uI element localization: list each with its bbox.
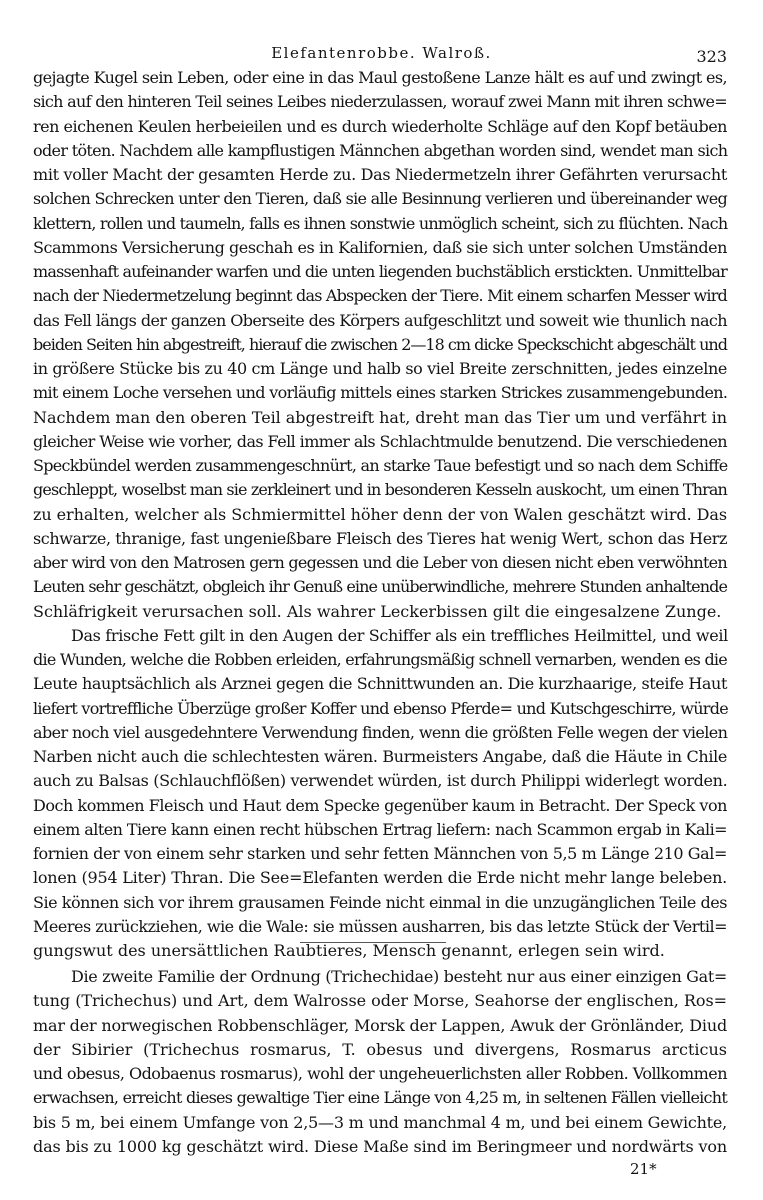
text-line: tung (Trichechus) und Art, dem Walrosse oder Morse, Seahorse der englischen, Ros=: [33, 991, 727, 1011]
text-line: Sie können sich vor ihrem grausamen Feinde nicht einmal in die unzugänglichen Teile des: [33, 892, 728, 912]
paragraph-elephant-seal-hunt: [33, 66, 727, 624]
text-line: aber wird von den Matrosen gern gegessen und die Leber von diesen nicht eben verwöhnten: [33, 553, 728, 572]
text-line: geschleppt, woselbst man sie zerkleinert und in besonderen Kesseln auskocht, um einen Thran: [33, 480, 728, 500]
paragraph-uses-of-fat-and-hide: [33, 624, 727, 964]
text-line: das Fell längs der ganzen Oberseite des Körpers aufgeschlitzt und soweit wie thunlich nach: [33, 310, 728, 330]
text-line: bis 5 m, bei einem Umfange von 2,5—3 m und manchmal 4 m, und bei einem Gewichte,: [33, 1112, 727, 1132]
text-line: der Sibirier (Trichechus rosmarus, T. obesus und divergens, Rosmarus arcticus: [33, 1039, 727, 1059]
text-line: Leute hauptsächlich als Arznei gegen die Schnittwunden an. Die kurzhaarige, steife Haut: [33, 674, 728, 694]
text-line: sich auf den hinteren Teil seines Leibes niederzulassen, worauf zwei Mann mit ihren schwe=: [33, 92, 727, 112]
paragraph-walrus-family: [33, 965, 727, 1159]
text-line: beiden Seiten hin abgestreift, hierauf die zwischen 2—18 cm dicke Speckschicht abgeschält und: [33, 334, 727, 354]
text-line: erwachsen, erreicht dieses gewaltige Tier eine Länge von 4,25 m, in seltenen Fällen vielleicht: [33, 1088, 728, 1108]
text-line: Das frische Fett gilt in den Augen der Schiffer als ein treffliches Heilmittel, und weil: [71, 625, 728, 645]
text-line: zu erhalten, welcher als Schmiermittel höher denn der von Walen geschätzt wird. Das: [33, 504, 727, 524]
signature-mark: 21*: [630, 1160, 657, 1178]
text-line: lonen (954 Liter) Thran. Die See=Elefanten werden die Erde nicht mehr lange beleben.: [33, 868, 728, 888]
section-divider: [300, 942, 446, 943]
text-line: Narben nicht auch die schlechtesten wären. Burmeisters Angabe, daß die Häute in Chile: [33, 747, 727, 766]
text-line: Leuten sehr geschätzt, obgleich ihr Genuß eine unüberwindliche, mehrere Stunden anhaltende: [33, 577, 728, 597]
text-line: mit voller Macht der gesamten Herde zu. Das Niedermetzeln ihrer Gefährten verursacht: [33, 165, 728, 184]
text-line: oder töten. Nachdem alle kampflustigen Männchen abgethan worden sind, wendet man sich: [33, 140, 728, 160]
text-line: Die zweite Familie der Ordnung (Trichechidae) besteht nur aus einer einzigen Gat=: [71, 967, 728, 986]
text-line: ren eichenen Keulen herbeieilen und es durch wiederholte Schläge auf den Kopf betäuben: [33, 116, 728, 136]
text-line: mit einem Loche versehen und vorläufig mittels eines starken Strickes zusammengebunden.: [33, 383, 728, 403]
text-line: aber noch viel ausgedehntere Verwendung finden, wenn die größten Felle wegen der vielen: [33, 722, 728, 742]
text-line: gejagte Kugel sein Leben, oder eine in das Maul gestoßene Lanze hält es auf und zwingt es,: [33, 68, 727, 87]
text-line: einem alten Tiere kann einen recht hübschen Ertrag liefern: nach Scammon ergab in Kali=: [33, 819, 727, 839]
text-block-lower: [33, 965, 727, 1159]
text-line: Scammons Versicherung geschah es in Kalifornien, daß sie sich unter solchen Umständen: [33, 237, 727, 257]
text-line: klettern, rollen und taumeln, falls es ihnen sonstwie unmöglich scheint, sich zu flüchten. Nach: [33, 213, 728, 233]
text-line: nach der Niedermetzelung beginnt das Abspecken der Tiere. Mit einem scharfen Messer wird: [33, 286, 727, 306]
text-line: schwarze, thranige, fast ungenießbare Fleisch des Tieres hat wenig Wert, schon das Herz: [33, 528, 728, 548]
text-line: Speckbündel werden zusammengeschnürt, an starke Taue befestigt und so nach dem Schiffe: [33, 456, 728, 475]
text-line: gleicher Weise wie vorher, das Fell immer als Schlachtmulde benutzend. Die verschiedenen: [33, 431, 728, 451]
text-line: massenhaft aufeinander warfen und die unten liegenden buchstäblich erstickten. Unmittelbar: [33, 262, 728, 281]
text-line: Meeres zurückziehen, wie die Wale: sie müssen ausharren, bis das letzte Stück der Vertil=: [33, 916, 727, 936]
text-line: mar der norwegischen Robbenschläger, Morsk der Lappen, Awuk der Grönländer, Diud: [33, 1015, 728, 1035]
text-line: Schläfrigkeit verursachen soll. Als wahrer Leckerbissen gilt die eingesalzene Zunge.: [33, 601, 722, 621]
text-line: solchen Schrecken unter den Tieren, daß sie alle Besinnung verlieren und übereinander weg: [33, 189, 728, 209]
text-line: fornien der von einem sehr starken und sehr fetten Männchen von 5,5 m Länge 210 Gal=: [33, 844, 728, 863]
text-line: und obesus, Odobaenus rosmarus), wohl der ungeheuerlichsten aller Robben. Vollkommen: [33, 1064, 728, 1083]
text-line: Doch kommen Fleisch und Haut dem Specke gegenüber kaum in Betracht. Der Speck von: [33, 795, 727, 815]
text-line: das bis zu 1000 kg geschätzt wird. Diese Maße sind im Beringmeer und nordwärts von: [33, 1136, 727, 1156]
running-title: Elefantenrobbe. Walroß.: [271, 44, 492, 62]
text-line: auch zu Balsas (Schlauchflößen) verwendet würden, ist durch Philippi widerlegt worden.: [33, 771, 728, 791]
page-number: 323: [696, 47, 727, 66]
text-line: die Wunden, welche die Robben erleiden, erfahrungsmäßig schnell vernarben, wenden es die: [33, 650, 728, 669]
text-line: gungswut des unersättlichen Raubtieres, Mensch genannt, erlegen sein wird.: [33, 941, 665, 960]
text-line: liefert vortreffliche Überzüge großer Koffer und ebenso Pferde= und Kutschgeschirre, würde: [33, 698, 728, 718]
text-line: in größere Stücke bis zu 40 cm Länge und halb so viel Breite zerschnitten, jedes einzelne: [33, 359, 728, 378]
text-block-upper: [33, 66, 727, 963]
text-line: Nachdem man den oberen Teil abgestreift hat, dreht man das Tier um und verfährt in: [33, 407, 728, 427]
